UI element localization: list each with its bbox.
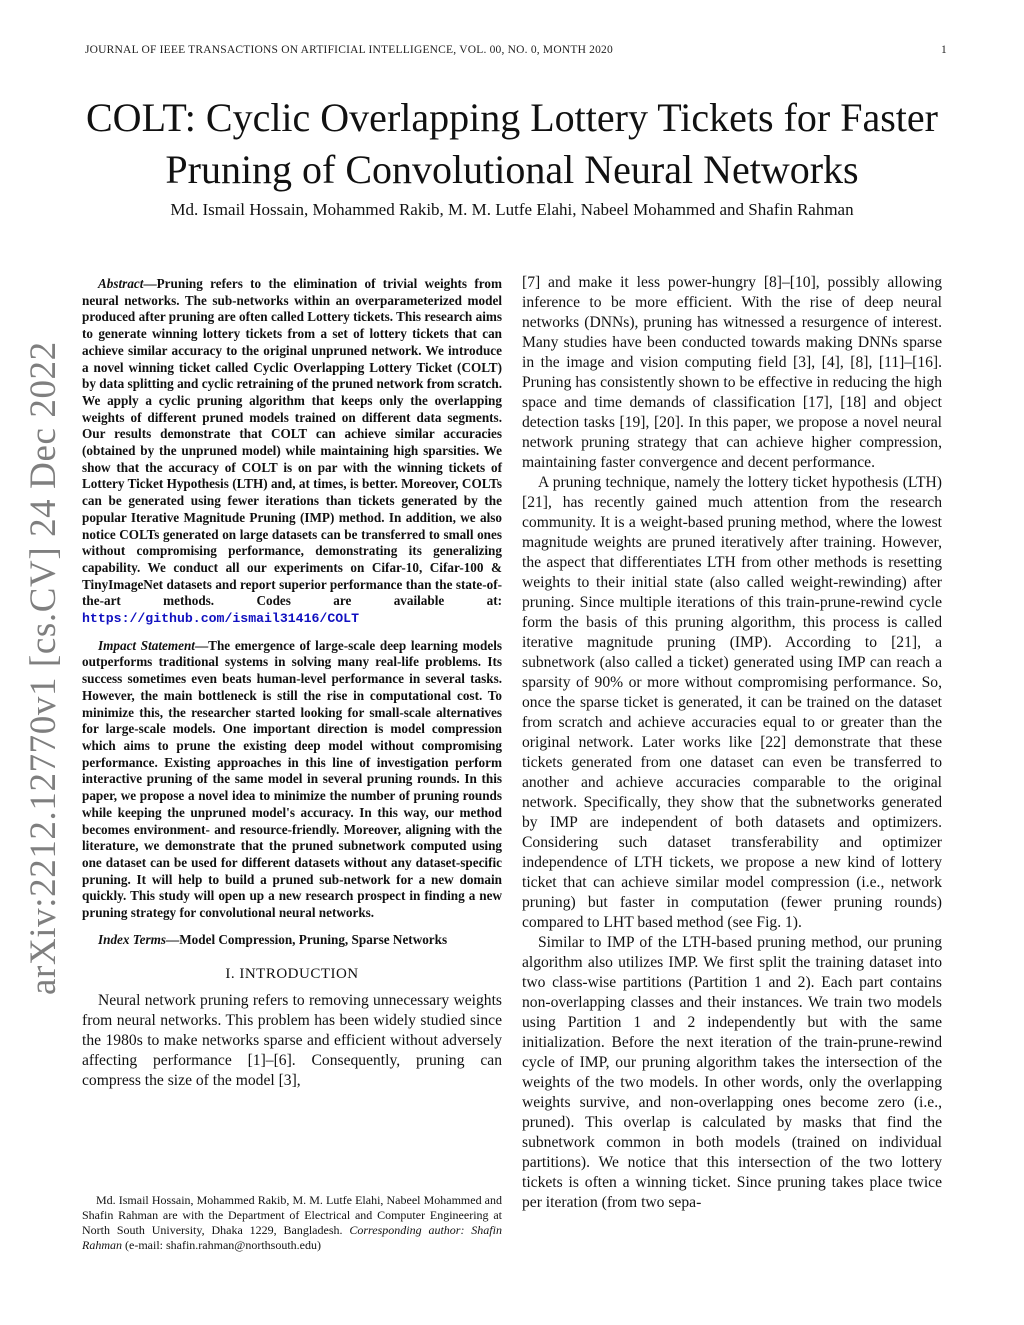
right-column: [522, 273, 942, 1213]
running-header: [85, 44, 947, 56]
impact-label: Impact Statement: [98, 637, 195, 653]
body-paragraph: A pruning technique, namely the lottery ticket hypothesis (LTH) [21], has recently gained much attention from the research community. It is a weight-based pruning method, where the lowest magnitude weights are pruned iteratively after training. However, the aspect that differentiates LTH from other methods is resetting weights to their initial state (also called weight-rewinding) after pruning. Since multiple iterations of this train-prune-rewind cycle form the basis of this pruning algorithm, this process is called iterative magnitude pruning (IMP). According to [21], a subnetwork (also called a ticket) generated using IMP can reach a sparsity of 90% or more without compromising performance. So, once the sparse ticket is generated, it can be trained on the dataset from scratch and achieve accuracies equal to or greater than the original network. Later works like [22] demonstrate that these tickets generated from one dataset can even be transferred to another and achieve accuracies comparable to the original network. Specifically, they show that the subnetworks generated by IMP are independent of both datasets and optimizers. Considering such dataset transferability and optimizer independence of LTH tickets, we propose a new kind of lottery ticket that can achieve similar model compression (i.e., network pruning) but faster in computation (fewer pruning rounds) compared to LHT based method (see Fig. 1).: [522, 474, 942, 931]
code-link[interactable]: https://github.com/ismail31416/COLT: [82, 611, 359, 627]
running-title: JOURNAL OF IEEE TRANSACTIONS ON ARTIFICIAL INTELLIGENCE, VOL. 00, NO. 0, MONTH 2020: [85, 44, 613, 56]
impact-text: —The emergence of large-scale deep learning models outperforms traditional systems in solving many real-life problems. Its success sometimes even beats human-level performance in several tasks. However, the main bottleneck is still the rise in computational cost. To minimize this, the researcher started looking for small-scale alternatives for large-scale models. One important direction is model compression which aims to prune the existing deep model without compromising performance. Existing approaches in this line of investigation perform interactive pruning of the same model in several pruning rounds. In this paper, we propose a novel idea to minimize the number of pruning rounds while keeping the unpruned model's accuracy. In this way, our method becomes environment- and resource-friendly. Moreover, aligning with the literature, we demonstrate that the pruned subnetwork computed using one dataset can be used for different datasets without any dataset-specific pruning. It will help to build a pruned sub-network for a new domain quickly. This study will open up a new research prospect in finding a new pruning strategy for convolutional neural networks.: [82, 637, 503, 921]
left-column: [82, 276, 502, 1091]
body-paragraph: [7] and make it less power-hungry [8]–[10], possibly allowing inference to be more efficient. With the rise of deep neural networks (DNNs), pruning has witnessed a resurgence of interest. Many studies have been conducted towards making DNNs sparse in the image and vision computing field [3], [4], [8], [11]–[16]. Pruning has consistently shown to be effective in reducing the high space and time demands of classification [17], [18] and object detection tasks [19], [20]. In this paper, we propose a novel neural network pruning strategy that can achieve higher compression, maintaining faster convergence and decent performance.: [522, 274, 942, 471]
page-number: 1: [941, 44, 947, 56]
affiliation-footnote: [82, 1193, 502, 1253]
intro-paragraph: Neural network pruning refers to removing unnecessary weights from neural networks. This problem has been widely studied since the 1980s to make networks sparse and efficient without adversely affecting performance [1]–[6]. Consequently, pruning can compress the size of the model [3],: [82, 992, 502, 1090]
footnote-email: (e-mail: shafin.rahman@northsouth.edu): [122, 1238, 321, 1252]
footnote-text: Md. Ismail Hossain, Mohammed Rakib, M. M. Lutfe Elahi, Nabeel Mohammed and Shafin Rahman are with the Department of Electrical and Computer Engineering at North South University, Dhaka 1229, Bangladesh.: [82, 1193, 502, 1237]
body-paragraph: Similar to IMP of the LTH-based pruning method, our pruning algorithm also utilizes IMP. We first split the training dataset into two class-wise partitions (Partition 1 and 2). Each part contains non-overlapping classes and their instances. We train two models using Partition 1 and 2 independently but with the same initialization. Before the next iteration of the train-prune-rewind cycle of IMP, our pruning algorithm takes the intersection of the weights of the two models. In other words, only the overlapping weights survive, and non-overlapping ones become zero (i.e., pruned). This overlap is calculated by masks that find the subnetwork common in both models (trained on individual partitions). We notice that this intersection of the two lottery tickets is often a winning ticket. Since pruning takes place twice per iteration (from two sepa-: [522, 934, 942, 1211]
author-list: Md. Ismail Hossain, Mohammed Rakib, M. M. Lutfe Elahi, Nabeel Mohammed and Shafin Rahman: [170, 200, 854, 219]
index-terms-label: Index Terms: [98, 931, 167, 947]
abstract: [82, 276, 502, 628]
abstract-text: —Pruning refers to the elimination of trivial weights from neural networks. The sub-networks within an overparameterized model produced after pruning are often called Lottery tickets. This research aims to generate winning lottery tickets from a set of lottery tickets that can achieve similar accuracy to the original unpruned network. We introduce a novel winning ticket called Cyclic Overlapping Lottery Ticket (COLT) by data splitting and cyclic retraining of the pruned network from scratch. We apply a cyclic pruning algorithm that keeps only the overlapping weights of different pruned models trained on different data segments. Our results demonstrate that COLT can achieve similar accuracies (obtained by the unpruned model) while maintaining high sparsities. We show that the accuracy of COLT is on par with the winning tickets of Lottery Ticket Hypothesis (LTH) and, at times, is better. Moreover, COLTs can be generated using fewer iterations than tickets generated by the popular Iterative Magnitude Pruning (IMP) method. In addition, we also notice COLTs generated on large datasets can be transferred to small ones without compromising performance, demonstrating its generalizing capability. We conduct all our experiments on Cifar-10, Cifar-100 & TinyImageNet datasets and report superior performance than the state-of-the-art methods. Codes are available at:: [82, 276, 502, 609]
arxiv-stamp: arXiv:2212.12770v1 [cs.CV] 24 Dec 2022: [23, 341, 64, 995]
impact-statement: [82, 638, 502, 922]
paper-title: COLT: Cyclic Overlapping Lottery Tickets for Faster Pruning of Convolutional Neural Networks: [86, 95, 938, 192]
footnote-corresponding: Corresponding author: Shafin Rahman: [82, 1223, 502, 1252]
index-terms-text: —Model Compression, Pruning, Sparse Networks: [166, 931, 448, 947]
abstract-label: Abstract: [98, 276, 144, 291]
index-terms: [82, 932, 502, 949]
section-heading: I. INTRODUCTION: [225, 966, 359, 983]
